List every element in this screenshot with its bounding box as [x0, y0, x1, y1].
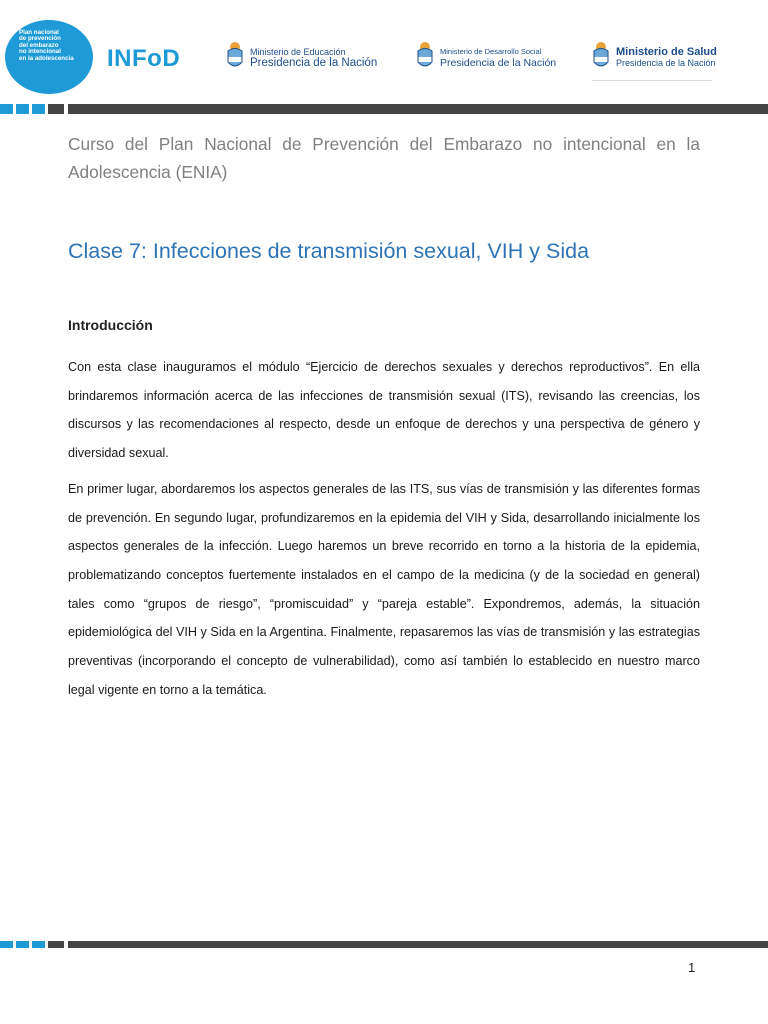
rule-segment — [16, 104, 29, 114]
divider — [592, 80, 712, 81]
rule-segment — [32, 941, 45, 948]
rule-segment — [0, 941, 13, 948]
enia-logo-line: en la adolescencia — [19, 54, 74, 62]
enia-logo-line: no intencional — [19, 48, 61, 56]
header-rule — [0, 104, 768, 114]
paragraph: En primer lugar, abordaremos los aspectos generales de las ITS, sus vías de transmisión y las diferentes formas de prevención. En segundo lugar, profundizaremos en la epidemia del VIH y Sida, desarrollando inicialmente los aspectos generales de la infección. Luego haremos un breve recorrido en torno a la historia de la epidemia, problematizando conceptos fuertemente instalados en el campo de la medicina (y de la sociedad en general) tales como “grupos de riesgo”, “promiscuidad” y “pareja estable”. Expondremos, además, la situación epidemiológica del VIH y Sida en la Argentina. Finalmente, repasaremos las vías de transmisión y las estrategias preventivas (incorporando el concepto de vulnerabilidad), como así también lo establecido en nuestro marco legal vigente en torno a la temática. — [68, 481, 700, 697]
national-seal-icon — [592, 40, 610, 70]
rule-segment — [16, 941, 29, 948]
rule-segment — [68, 941, 768, 948]
rule-segment — [68, 104, 768, 114]
footer-rule — [0, 941, 768, 948]
ministry-name: Ministerio de Educación — [250, 47, 346, 57]
course-title: Curso del Plan Nacional de Prevención del Embarazo no intencional en la Adolescencia (ENIA) — [68, 134, 700, 182]
page-number: 1 — [688, 960, 696, 975]
page-header — [0, 0, 768, 104]
enia-logo-line: del embarazo — [19, 41, 59, 49]
class-title: Clase 7: Infecciones de transmisión sexual, VIH y Sida — [68, 239, 590, 263]
introduction-text — [68, 353, 700, 711]
rule-segment — [48, 941, 64, 948]
enia-logo-line: Plan nacional — [19, 29, 59, 36]
paragraph: Con esta clase inauguramos el módulo “Ejercicio de derechos sexuales y derechos reproductivos”. En ella brindaremos información acerca de las infecciones de transmisión sexual (ITS), revisando las creencias, los discursos y las recomendaciones al respecto, desde un enfoque de derechos y una perspectiva de género y diversidad sexual. — [68, 360, 700, 461]
ministry-presidency: Presidencia de la Nación — [616, 58, 716, 68]
rule-segment — [48, 104, 64, 114]
rule-segment — [0, 104, 13, 114]
document-body — [68, 130, 700, 697]
enia-logo — [5, 20, 93, 94]
ministry-presidency: Presidencia de la Nación — [440, 57, 557, 69]
national-seal-icon — [226, 40, 244, 70]
ministry-presidency: Presidencia de la Nación — [250, 57, 378, 69]
enia-logo-line: de prevención — [19, 35, 61, 43]
infod-logo: INFoD — [107, 45, 181, 72]
ministry-name: Ministerio de Desarrollo Social — [440, 47, 542, 56]
national-seal-icon — [416, 40, 434, 70]
ministry-name: Ministerio de Salud — [616, 46, 717, 58]
section-heading: Introducción — [68, 317, 153, 333]
rule-segment — [32, 104, 45, 114]
